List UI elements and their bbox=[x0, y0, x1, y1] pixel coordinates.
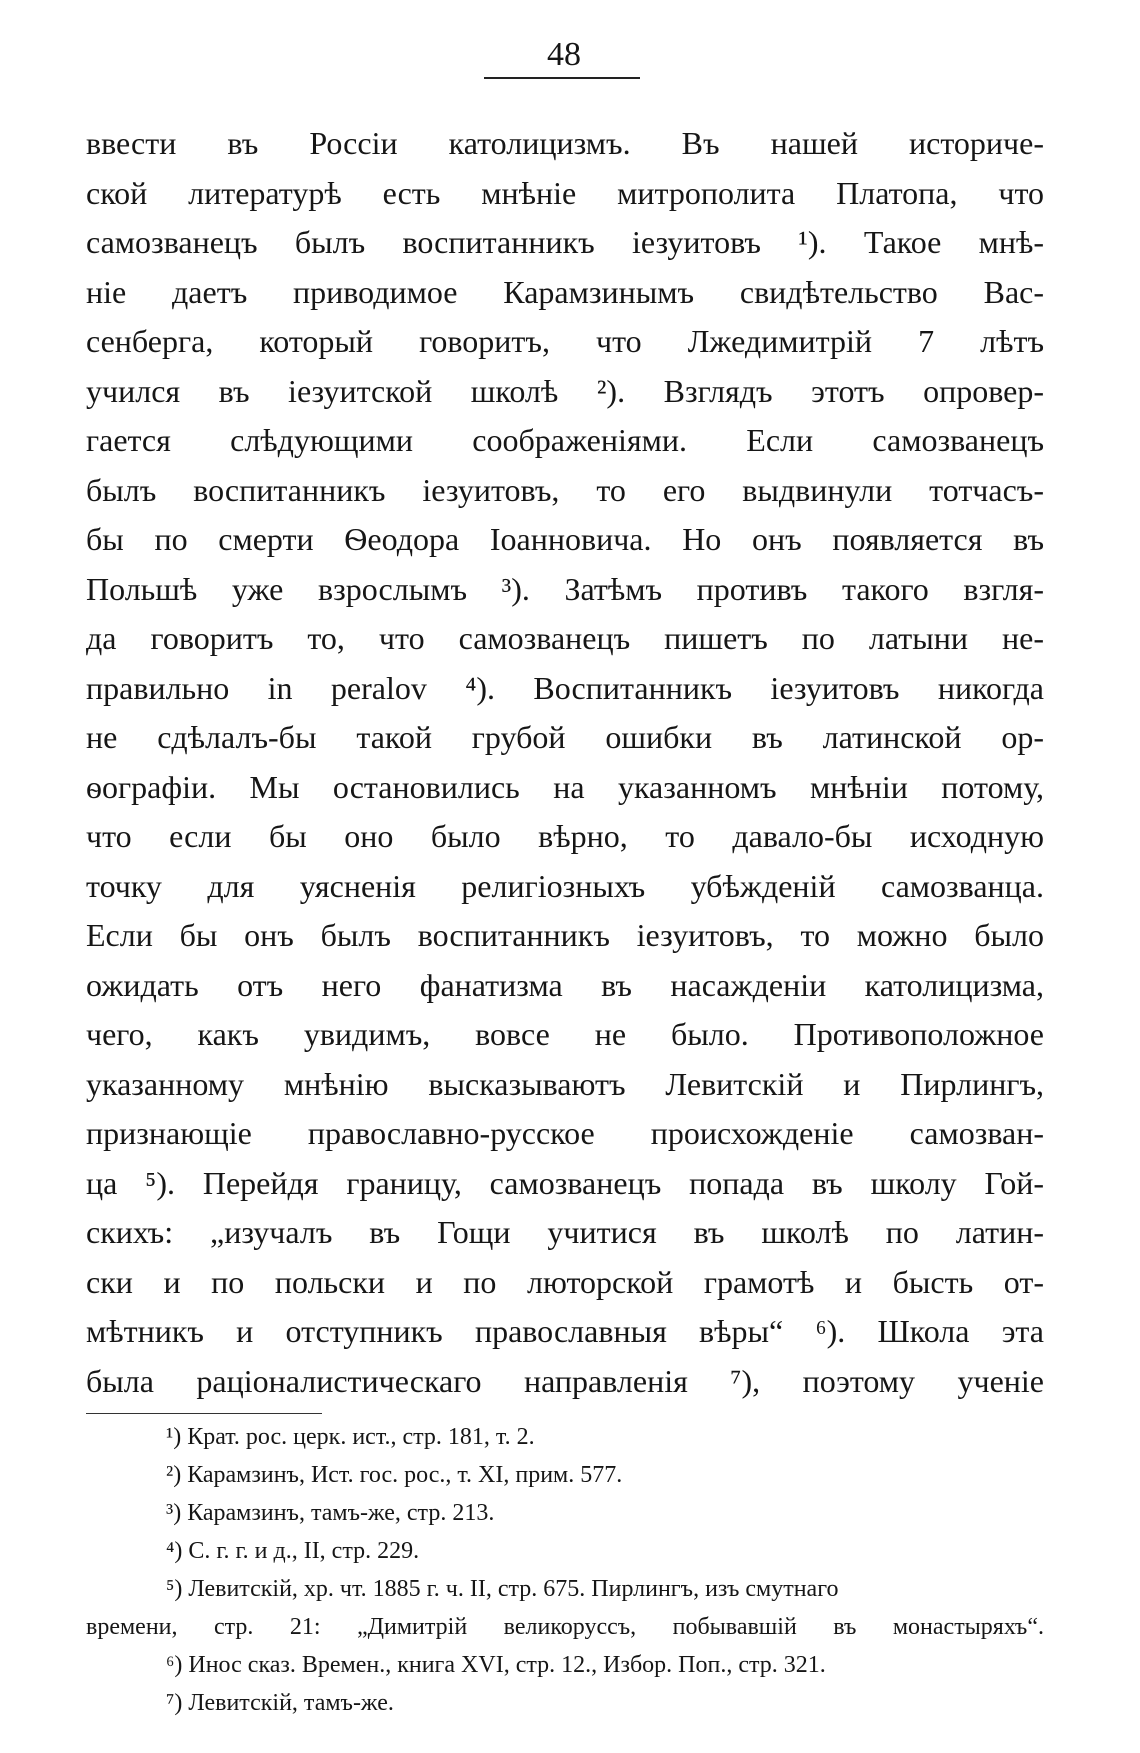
footnote-line: ⁵) Левитскій, хр. чт. 1885 г. ч. II, стр. 675. Пирлингъ, изъ смутнаго bbox=[166, 1576, 839, 1602]
body-line: Если бы онъ былъ воспитанникъ іезуитовъ, то можно было bbox=[86, 917, 1044, 953]
body-line: сенберга, который говоритъ, что Лжедимитрій 7 лѣтъ bbox=[86, 323, 1044, 359]
body-line: точку для уясненія религіозныхъ убѣжденій самозванца. bbox=[86, 867, 1044, 904]
page-number-rule bbox=[484, 77, 640, 79]
footnote-line: ²) Карамзинъ, Ист. гос. рос., т. XI, прим. 577. bbox=[166, 1462, 623, 1488]
body-line: ввести въ Россіи католицизмъ. Въ нашей историче- bbox=[86, 125, 1044, 161]
body-line: учился въ іезуитской школѣ ²). Взглядъ этотъ опровер- bbox=[86, 372, 1044, 409]
body-line: ѳографіи. Мы остановились на указанномъ мнѣніи потому, bbox=[86, 768, 1044, 805]
footnote-line: ⁴) С. г. г. и д., II, стр. 229. bbox=[166, 1538, 420, 1564]
body-line: бы по смерти Ѳеодора Іоанновича. Но онъ появляется въ bbox=[86, 521, 1044, 557]
body-line: ожидать отъ него фанатизма въ насажденіи католицизма, bbox=[86, 966, 1044, 1003]
body-line: Польшѣ уже взрослымъ ³). Затѣмъ противъ такого взгля- bbox=[86, 570, 1044, 607]
body-line: ца ⁵). Перейдя границу, самозванецъ попада въ школу Гой- bbox=[86, 1164, 1044, 1201]
footnote-line: ⁷) Левитскій, тамъ-же. bbox=[166, 1690, 394, 1716]
body-line: не сдѣлалъ-бы такой грубой ошибки въ латинской ор- bbox=[86, 719, 1044, 755]
body-line: мѣтникъ и отступникъ православныя вѣры“ ⁶). Школа эта bbox=[86, 1313, 1044, 1349]
body-line: признающіе православно-русское происхожденіе самозван- bbox=[86, 1115, 1044, 1151]
body-line: правильно in peralov ⁴). Воспитанникъ іезуитовъ никогда bbox=[86, 669, 1044, 706]
body-line: да говоритъ то, что самозванецъ пишетъ по латыни не- bbox=[86, 620, 1044, 656]
body-line: ской литературѣ есть мнѣніе митрополита Платопа, что bbox=[86, 174, 1044, 211]
footnote-line: ³) Карамзинъ, тамъ-же, стр. 213. bbox=[166, 1500, 495, 1526]
footnote-line: ¹) Крат. рос. церк. ист., стр. 181, т. 2. bbox=[166, 1424, 535, 1450]
body-line: самозванецъ былъ воспитанникъ іезуитовъ ¹). Такое мнѣ- bbox=[86, 224, 1044, 260]
body-line: указанному мнѣнію высказываютъ Левитскій и Пирлингъ, bbox=[86, 1065, 1044, 1102]
body-line: что если бы оно было вѣрно, то давало-бы исходную bbox=[86, 818, 1044, 854]
footnote-rule bbox=[86, 1413, 322, 1414]
footnotes bbox=[86, 1418, 1044, 1722]
body-line: была раціоналистическаго направленія ⁷), поэтому ученіе bbox=[86, 1362, 1044, 1399]
body-line: чего, какъ увидимъ, вовсе не было. Противоположное bbox=[86, 1016, 1044, 1052]
body-line: гается слѣдующими соображеніями. Если самозванецъ bbox=[86, 422, 1044, 458]
body-line: ски и по польски и по люторской грамотѣ и бысть от- bbox=[86, 1263, 1044, 1300]
body-line: былъ воспитанникъ іезуитовъ, то его выдвинули тотчасъ- bbox=[86, 471, 1044, 508]
body-line: ніе даетъ приводимое Карамзинымъ свидѣтельство Вас- bbox=[86, 273, 1044, 310]
body-text bbox=[86, 119, 1044, 1406]
body-line: скихъ: „изучалъ въ Гощи учитися въ школѣ по латин- bbox=[86, 1214, 1044, 1250]
footnote-line: ⁶) Инос сказ. Времен., книга XVI, стр. 12., Избор. Поп., стр. 321. bbox=[166, 1652, 826, 1678]
footnote-line: времени, стр. 21: „Димитрій великоруссъ, побывавшій въ монастыряхъ“. bbox=[86, 1614, 1044, 1640]
page-number: 48 bbox=[547, 36, 581, 73]
